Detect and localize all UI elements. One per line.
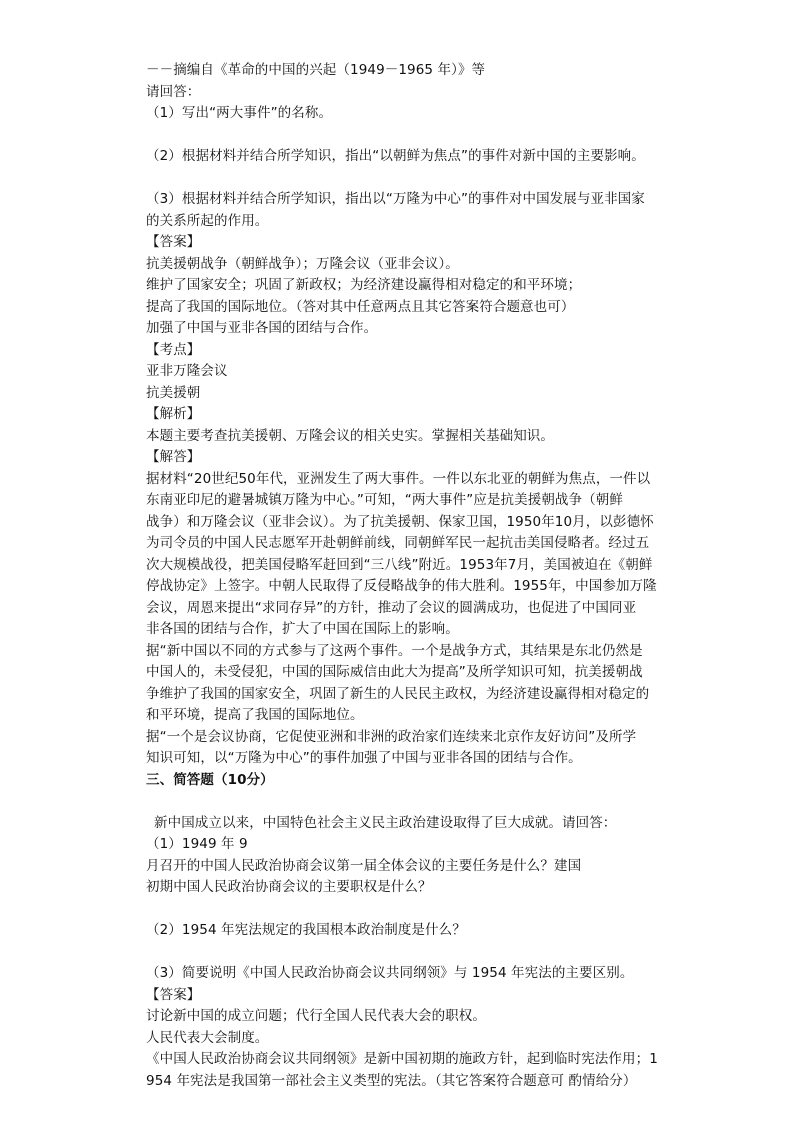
solution-text: 中国人的，未受侵犯，中国的国际威信由此大为提高”及所学知识可知，抗美援朝战 bbox=[146, 664, 643, 680]
source-citation: －－摘编自《革命的中国的兴起（1949－1965 年）》等 bbox=[146, 62, 486, 78]
analysis-text: 本题主要考查抗美援朝、万隆会议的相关史实。掌握相关基础知识。 bbox=[146, 427, 554, 444]
section-heading: 三、简答题（10分） bbox=[146, 771, 274, 788]
solution-text: 战争）和万隆会议（亚非会议）。为了抗美援朝、保家卫国，1950年10月，以彭德怀 bbox=[146, 513, 654, 530]
section-intro: 新中国成立以来，中国特色社会主义民主政治建设取得了巨大成就。请回答： bbox=[154, 814, 617, 831]
blank-line bbox=[146, 125, 676, 147]
section-question-1-line-3: 初期中国人民政治协商会议的主要职权是什么？ bbox=[146, 879, 432, 895]
blank-line bbox=[146, 899, 676, 921]
question-3-line-1: （3）根据材料并结合所学知识，指出以“万隆为中心”的事件对中国发展与亚非国家 bbox=[146, 191, 645, 207]
blank-line bbox=[146, 168, 676, 190]
topic-item: 抗美援朝 bbox=[146, 384, 201, 401]
solution-text: 据“一个是会议协商，它促使亚洲和非洲的政治家们连续来北京作友好访问”及所学 bbox=[146, 728, 637, 745]
solution-text: 据材料“20世纪50年代，亚洲发生了两大事件。一件以东北亚的朝鲜为焦点，一件以 bbox=[146, 470, 651, 487]
section-answer-line: 讨论新中国的成立问题；代行全国人民代表大会的职权。 bbox=[146, 1008, 486, 1024]
solution-text: 东南亚印尼的避暑城镇万隆为中心。”可知，“两大事件”应是抗美援朝战争（朝鲜 bbox=[146, 492, 623, 508]
answer-line: 维护了国家安全；巩固了新政权；为经济建设赢得相对稳定的和平环境； bbox=[146, 277, 582, 293]
solution-text: 次大规模战役，把美国侵略军赶回到“三八线”附近。1953年7月，美国被迫在《朝鲜 bbox=[146, 556, 653, 573]
solution-text: 争维护了我国的国家安全，巩固了新生的人民民主政权，为经济建设赢得相对稳定的 bbox=[146, 685, 650, 702]
section-question-1-line-1: （1）1949 年 9 bbox=[146, 836, 248, 852]
section-question-1-line-2: 月召开的中国人民政治协商会议第一届全体会议的主要任务是什么？建国 bbox=[146, 857, 582, 874]
section-answer-line: 954 年宪法是我国第一部社会主义类型的宪法。（其它答案符合题意可 酌情给分） bbox=[146, 1072, 637, 1089]
topic-heading: 【考点】 bbox=[146, 341, 201, 358]
topic-item: 亚非万隆会议 bbox=[146, 363, 228, 379]
solution-text: 会议，周恩来提出“求同存异”的方针，推动了会议的圆满成功，也促进了中国同亚 bbox=[146, 599, 637, 616]
section-answer-heading: 【答案】 bbox=[146, 986, 201, 1003]
prompt-label: 请回答： bbox=[146, 83, 201, 100]
section-answer-line: 《中国人民政治协商会议共同纲领》是新中国初期的施政方针，起到临时宪法作用；1 bbox=[146, 1051, 658, 1067]
blank-line bbox=[146, 791, 676, 813]
question-2: （2）根据材料并结合所学知识，指出“以朝鲜为焦点”的事件对新中国的主要影响。 bbox=[146, 148, 645, 164]
section-question-2: （2）1954 年宪法规定的我国根本政治制度是什么？ bbox=[146, 922, 466, 938]
answer-heading: 【答案】 bbox=[146, 234, 201, 250]
solution-text: 知识可知，以“万隆为中心”的事件加强了中国与亚非各国的团结与合作。 bbox=[146, 750, 582, 766]
blank-line bbox=[146, 942, 676, 964]
solution-text: 据“新中国以不同的方式参与了这两个事件。一个是战争方式，其结果是东北仍然是 bbox=[146, 642, 643, 659]
section-question-3: （3）简要说明《中国人民政治协商会议共同纲领》与 1954 年宪法的主要区别。 bbox=[146, 965, 634, 981]
solution-text: 和平环境，提高了我国的国际地位。 bbox=[146, 707, 364, 723]
solution-text: 停战协定》上签字。中朝人民取得了反侵略战争的伟大胜利。1955年，中国参加万隆 bbox=[146, 578, 657, 594]
solution-text: 非各国的团结与合作，扩大了中国在国际上的影响。 bbox=[146, 621, 459, 637]
answer-line: 加强了中国与亚非各国的团结与合作。 bbox=[146, 320, 378, 336]
answer-line: 抗美援朝战争（朝鲜战争）；万隆会议（亚非会议）。 bbox=[146, 255, 459, 272]
solution-text: 为司令员的中国人民志愿军开赴朝鲜前线，同朝鲜军民一起抗击美国侵略者。经过五 bbox=[146, 535, 650, 551]
question-1: （1）写出“两大事件”的名称。 bbox=[146, 105, 333, 121]
question-3-line-2: 的关系所起的作用。 bbox=[146, 212, 269, 229]
analysis-heading: 【解析】 bbox=[146, 406, 201, 422]
document-page bbox=[146, 60, 676, 1092]
section-answer-line: 人民代表大会制度。 bbox=[146, 1029, 269, 1046]
solution-heading: 【解答】 bbox=[146, 449, 201, 465]
answer-line: 提高了我国的国际地位。（答对其中任意两点且其它答案符合题意也可） bbox=[146, 298, 575, 315]
